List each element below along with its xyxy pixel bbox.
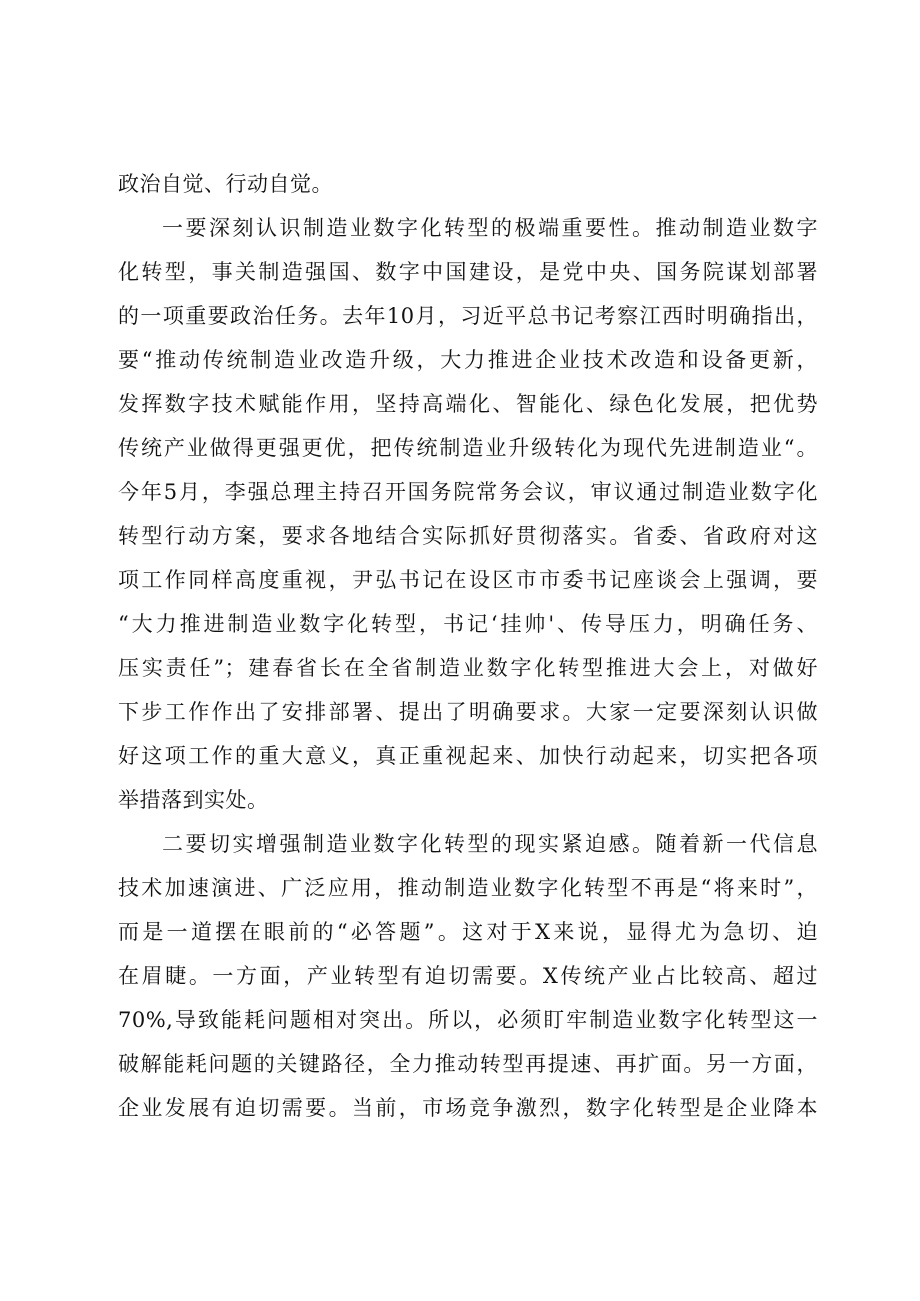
text-line: 破解能耗问题的关键路径，全力推动转型再提速、再扩面。另一方面， — [118, 1052, 818, 1076]
text-line: 70%,导致能耗问题相对突出。所以，必须盯牢制造业数字化转型这一 — [118, 1008, 818, 1032]
text-line: 好这项工作的重大意义，真正重视起来、加快行动起来，切实把各项 — [118, 744, 818, 768]
text-line: 转型行动方案，要求各地结合实际抓好贯彻落实。省委、省政府对这 — [118, 524, 818, 548]
text-line: 而是一道摆在眼前的“必答题”。这对于X来说，显得尤为急切、迫 — [118, 920, 818, 944]
text-line: 项工作同样高度重视，尹弘书记在设区市市委书记座谈会上强调，要 — [118, 568, 818, 592]
text-line: 下步工作作出了安排部署、提出了明确要求。大家一定要深刻认识做 — [118, 700, 818, 724]
text-line: 发挥数字技术赋能作用，坚持高端化、智能化、绿色化发展，把优势 — [118, 392, 818, 416]
text-line: 要“推动传统制造业改造升级，大力推进企业技术改造和设备更新， — [118, 348, 818, 372]
text-line: 化转型，事关制造强国、数字中国建设，是党中央、国务院谋划部署 — [118, 260, 818, 284]
text-line: 压实责任”；建春省长在全省制造业数字化转型推进大会上，对做好 — [118, 656, 818, 680]
text-line: 在眉睫。一方面，产业转型有迫切需要。X传统产业占比较高、超过 — [118, 964, 818, 988]
text-line: 企业发展有迫切需要。当前，市场竞争激烈，数字化转型是企业降本 — [118, 1096, 818, 1120]
text-line: 传统产业做得更强更优，把传统制造业升级转化为现代先进制造业“。 — [118, 436, 818, 460]
text-line: 举措落到实处。 — [118, 788, 269, 812]
paragraph-2-line: 二要切实增强制造业数字化转型的现实紧迫感。随着新一代信息 — [162, 832, 818, 856]
text-line: 今年5月，李强总理主持召开国务院常务会议，审议通过制造业数字化 — [118, 480, 818, 504]
text-line: 技术加速演进、广泛应用，推动制造业数字化转型不再是“将来时”， — [118, 876, 818, 900]
text-line: “大力推进制造业数字化转型，书记‘挂帅'、传导压力，明确任务、 — [118, 612, 818, 636]
text-line: 的一项重要政治任务。去年10月，习近平总书记考察江西时明确指出， — [118, 304, 818, 328]
text-line: 政治自觉、行动自觉。 — [118, 172, 333, 196]
paragraph-1-line: 一要深刻认识制造业数字化转型的极端重要性。推动制造业数字 — [162, 216, 818, 240]
